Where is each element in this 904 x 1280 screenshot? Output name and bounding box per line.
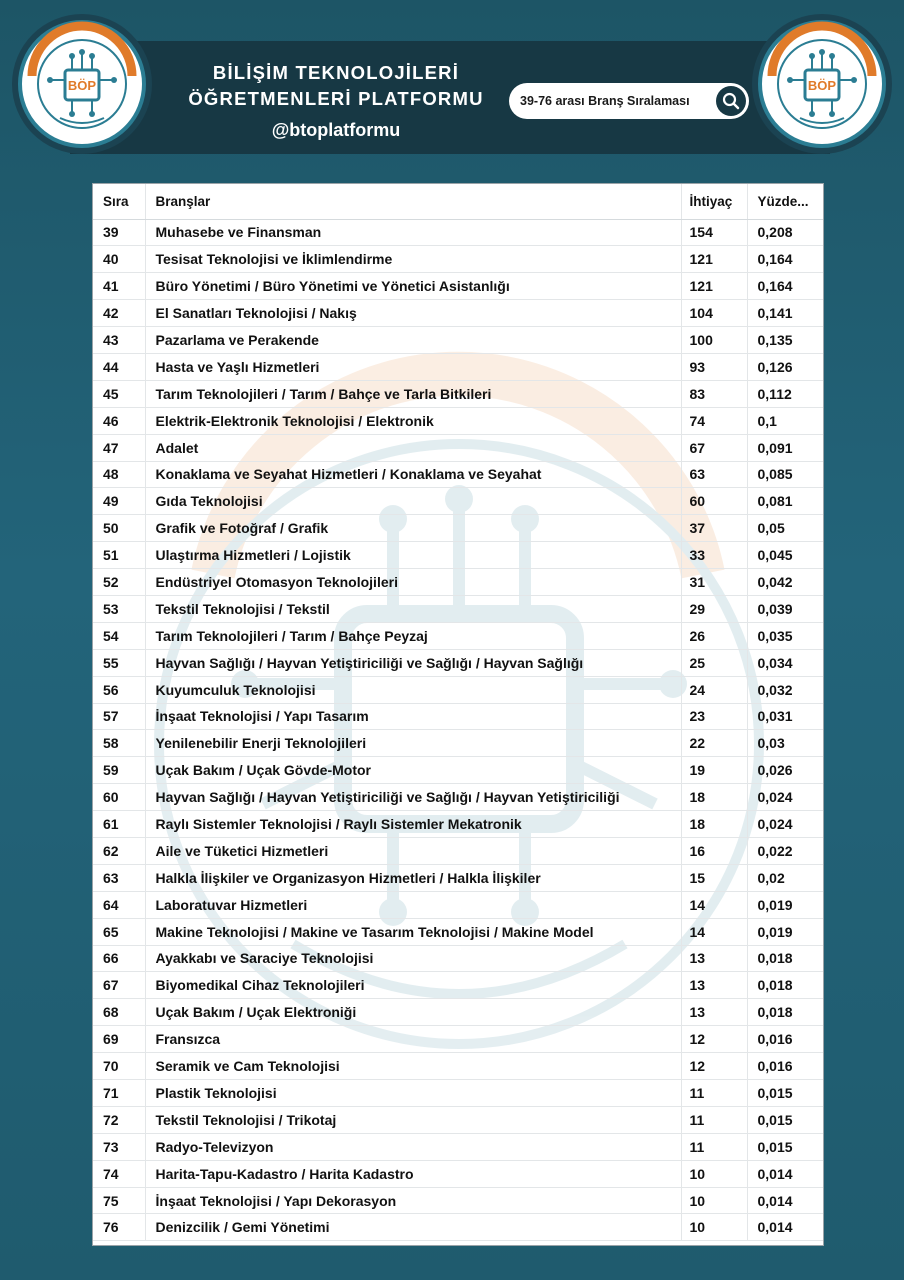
cell-yuzde: 0,014 bbox=[747, 1214, 823, 1241]
cell-sira: 63 bbox=[93, 864, 145, 891]
cell-sira: 44 bbox=[93, 353, 145, 380]
table-row bbox=[93, 918, 823, 945]
cell-ihtiyac: 18 bbox=[681, 811, 747, 838]
table-row bbox=[93, 945, 823, 972]
cell-sira: 52 bbox=[93, 569, 145, 596]
cell-yuzde: 0,208 bbox=[747, 219, 823, 246]
cell-brans: Laboratuvar Hizmetleri bbox=[145, 891, 681, 918]
table-row bbox=[93, 407, 823, 434]
cell-yuzde: 0,03 bbox=[747, 730, 823, 757]
cell-brans: Tarım Teknolojileri / Tarım / Bahçe ve Tarla Bitkileri bbox=[145, 380, 681, 407]
cell-yuzde: 0,02 bbox=[747, 864, 823, 891]
cell-yuzde: 0,016 bbox=[747, 1053, 823, 1080]
cell-ihtiyac: 23 bbox=[681, 703, 747, 730]
cell-yuzde: 0,045 bbox=[747, 542, 823, 569]
cell-yuzde: 0,135 bbox=[747, 327, 823, 354]
cell-ihtiyac: 93 bbox=[681, 353, 747, 380]
cell-sira: 45 bbox=[93, 380, 145, 407]
cell-yuzde: 0,05 bbox=[747, 515, 823, 542]
cell-sira: 61 bbox=[93, 811, 145, 838]
cell-brans: Pazarlama ve Perakende bbox=[145, 327, 681, 354]
table-row bbox=[93, 1026, 823, 1053]
table-row bbox=[93, 1133, 823, 1160]
ranking-table-container bbox=[92, 183, 824, 1246]
cell-ihtiyac: 33 bbox=[681, 542, 747, 569]
cell-ihtiyac: 63 bbox=[681, 461, 747, 488]
table-row bbox=[93, 1187, 823, 1214]
cell-ihtiyac: 25 bbox=[681, 649, 747, 676]
cell-brans: Gıda Teknolojisi bbox=[145, 488, 681, 515]
table-row bbox=[93, 703, 823, 730]
cell-ihtiyac: 83 bbox=[681, 380, 747, 407]
cell-ihtiyac: 11 bbox=[681, 1106, 747, 1133]
table-header-row bbox=[93, 184, 823, 219]
platform-title-line1: BİLİŞİM TEKNOLOJİLERİ bbox=[212, 62, 460, 83]
cell-yuzde: 0,085 bbox=[747, 461, 823, 488]
cell-ihtiyac: 13 bbox=[681, 945, 747, 972]
cell-sira: 55 bbox=[93, 649, 145, 676]
social-handle: @btoplatformu bbox=[271, 120, 401, 140]
cell-sira: 50 bbox=[93, 515, 145, 542]
cell-brans: Hayvan Sağlığı / Hayvan Yetiştiriciliği ve Sağlığı / Hayvan Sağlığı bbox=[145, 649, 681, 676]
cell-ihtiyac: 11 bbox=[681, 1080, 747, 1107]
table-row bbox=[93, 380, 823, 407]
cell-yuzde: 0,081 bbox=[747, 488, 823, 515]
cell-brans: Kuyumculuk Teknolojisi bbox=[145, 676, 681, 703]
cell-brans: Fransızca bbox=[145, 1026, 681, 1053]
table-row bbox=[93, 569, 823, 596]
table-row bbox=[93, 864, 823, 891]
cell-ihtiyac: 12 bbox=[681, 1053, 747, 1080]
cell-sira: 57 bbox=[93, 703, 145, 730]
cell-brans: Makine Teknolojisi / Makine ve Tasarım Teknolojisi / Makine Model bbox=[145, 918, 681, 945]
cell-brans: Tesisat Teknolojisi ve İklimlendirme bbox=[145, 246, 681, 273]
cell-ihtiyac: 10 bbox=[681, 1187, 747, 1214]
cell-yuzde: 0,019 bbox=[747, 891, 823, 918]
column-header-yuzde[interactable]: Yüzde... bbox=[747, 184, 823, 219]
cell-yuzde: 0,026 bbox=[747, 757, 823, 784]
table-row bbox=[93, 353, 823, 380]
cell-ihtiyac: 121 bbox=[681, 273, 747, 300]
cell-ihtiyac: 10 bbox=[681, 1160, 747, 1187]
cell-ihtiyac: 60 bbox=[681, 488, 747, 515]
logo-emblem-icon bbox=[12, 14, 152, 154]
cell-brans: Ulaştırma Hizmetleri / Lojistik bbox=[145, 542, 681, 569]
cell-brans: Aile ve Tüketici Hizmetleri bbox=[145, 837, 681, 864]
cell-ihtiyac: 74 bbox=[681, 407, 747, 434]
cell-brans: Radyo-Televizyon bbox=[145, 1133, 681, 1160]
cell-brans: İnşaat Teknolojisi / Yapı Tasarım bbox=[145, 703, 681, 730]
cell-ihtiyac: 10 bbox=[681, 1214, 747, 1241]
table-row bbox=[93, 1080, 823, 1107]
cell-brans: Uçak Bakım / Uçak Gövde-Motor bbox=[145, 757, 681, 784]
cell-brans: Hasta ve Yaşlı Hizmetleri bbox=[145, 353, 681, 380]
cell-ihtiyac: 31 bbox=[681, 569, 747, 596]
cell-sira: 59 bbox=[93, 757, 145, 784]
cell-sira: 75 bbox=[93, 1187, 145, 1214]
table-row bbox=[93, 1053, 823, 1080]
cell-brans: Hayvan Sağlığı / Hayvan Yetiştiriciliği ve Sağlığı / Hayvan Yetiştiriciliği bbox=[145, 784, 681, 811]
cell-sira: 64 bbox=[93, 891, 145, 918]
cell-brans: Grafik ve Fotoğraf / Grafik bbox=[145, 515, 681, 542]
cell-ihtiyac: 18 bbox=[681, 784, 747, 811]
cell-brans: Tekstil Teknolojisi / Trikotaj bbox=[145, 1106, 681, 1133]
cell-sira: 53 bbox=[93, 595, 145, 622]
table-row bbox=[93, 1106, 823, 1133]
cell-brans: Tarım Teknolojileri / Tarım / Bahçe Peyzaj bbox=[145, 622, 681, 649]
cell-brans: Seramik ve Cam Teknolojisi bbox=[145, 1053, 681, 1080]
cell-brans: El Sanatları Teknolojisi / Nakış bbox=[145, 300, 681, 327]
cell-brans: Biyomedikal Cihaz Teknolojileri bbox=[145, 972, 681, 999]
cell-brans: Halkla İlişkiler ve Organizasyon Hizmetleri / Halkla İlişkiler bbox=[145, 864, 681, 891]
table-row bbox=[93, 595, 823, 622]
cell-yuzde: 0,018 bbox=[747, 945, 823, 972]
cell-sira: 42 bbox=[93, 300, 145, 327]
cell-sira: 41 bbox=[93, 273, 145, 300]
cell-yuzde: 0,015 bbox=[747, 1106, 823, 1133]
table-row bbox=[93, 891, 823, 918]
table-row bbox=[93, 542, 823, 569]
cell-yuzde: 0,019 bbox=[747, 918, 823, 945]
cell-sira: 71 bbox=[93, 1080, 145, 1107]
table-row bbox=[93, 246, 823, 273]
svg-text:BÖP: BÖP bbox=[807, 78, 837, 93]
cell-sira: 74 bbox=[93, 1160, 145, 1187]
cell-brans: Uçak Bakım / Uçak Elektroniği bbox=[145, 999, 681, 1026]
cell-yuzde: 0,034 bbox=[747, 649, 823, 676]
cell-sira: 62 bbox=[93, 837, 145, 864]
cell-sira: 72 bbox=[93, 1106, 145, 1133]
cell-ihtiyac: 13 bbox=[681, 999, 747, 1026]
table-row bbox=[93, 784, 823, 811]
cell-sira: 66 bbox=[93, 945, 145, 972]
cell-yuzde: 0,039 bbox=[747, 595, 823, 622]
table-row bbox=[93, 273, 823, 300]
cell-yuzde: 0,091 bbox=[747, 434, 823, 461]
table-row bbox=[93, 1214, 823, 1241]
table-row bbox=[93, 649, 823, 676]
cell-ihtiyac: 14 bbox=[681, 891, 747, 918]
cell-ihtiyac: 24 bbox=[681, 676, 747, 703]
cell-sira: 39 bbox=[93, 219, 145, 246]
cell-brans: İnşaat Teknolojisi / Yapı Dekorasyon bbox=[145, 1187, 681, 1214]
cell-sira: 43 bbox=[93, 327, 145, 354]
table-row bbox=[93, 730, 823, 757]
platform-logo-left bbox=[12, 14, 152, 154]
logo-emblem-icon bbox=[752, 14, 892, 154]
cell-ihtiyac: 13 bbox=[681, 972, 747, 999]
cell-brans: Elektrik-Elektronik Teknolojisi / Elektronik bbox=[145, 407, 681, 434]
cell-ihtiyac: 16 bbox=[681, 837, 747, 864]
cell-yuzde: 0,014 bbox=[747, 1160, 823, 1187]
cell-yuzde: 0,032 bbox=[747, 676, 823, 703]
cell-ihtiyac: 26 bbox=[681, 622, 747, 649]
cell-yuzde: 0,015 bbox=[747, 1080, 823, 1107]
cell-yuzde: 0,018 bbox=[747, 999, 823, 1026]
cell-yuzde: 0,126 bbox=[747, 353, 823, 380]
platform-title bbox=[168, 60, 504, 112]
cell-yuzde: 0,031 bbox=[747, 703, 823, 730]
cell-ihtiyac: 29 bbox=[681, 595, 747, 622]
cell-ihtiyac: 154 bbox=[681, 219, 747, 246]
cell-yuzde: 0,1 bbox=[747, 407, 823, 434]
cell-brans: Harita-Tapu-Kadastro / Harita Kadastro bbox=[145, 1160, 681, 1187]
cell-ihtiyac: 15 bbox=[681, 864, 747, 891]
table-row bbox=[93, 434, 823, 461]
cell-sira: 47 bbox=[93, 434, 145, 461]
platform-logo-right bbox=[752, 14, 892, 154]
cell-ihtiyac: 19 bbox=[681, 757, 747, 784]
cell-yuzde: 0,018 bbox=[747, 972, 823, 999]
cell-ihtiyac: 11 bbox=[681, 1133, 747, 1160]
cell-sira: 54 bbox=[93, 622, 145, 649]
table-row bbox=[93, 1160, 823, 1187]
cell-brans: Adalet bbox=[145, 434, 681, 461]
cell-ihtiyac: 121 bbox=[681, 246, 747, 273]
cell-ihtiyac: 12 bbox=[681, 1026, 747, 1053]
table-row bbox=[93, 515, 823, 542]
cell-brans: Ayakkabı ve Saraciye Teknolojisi bbox=[145, 945, 681, 972]
search-button[interactable] bbox=[716, 86, 746, 116]
search-icon bbox=[722, 92, 740, 110]
table-body bbox=[93, 219, 823, 1241]
cell-yuzde: 0,016 bbox=[747, 1026, 823, 1053]
ranking-table bbox=[93, 184, 823, 1241]
table-row bbox=[93, 999, 823, 1026]
column-header-ihtiyac[interactable]: İhtiyaç bbox=[681, 184, 747, 219]
cell-sira: 76 bbox=[93, 1214, 145, 1241]
cell-yuzde: 0,164 bbox=[747, 273, 823, 300]
cell-ihtiyac: 14 bbox=[681, 918, 747, 945]
cell-sira: 40 bbox=[93, 246, 145, 273]
ranking-search-bar[interactable] bbox=[509, 83, 749, 119]
cell-sira: 56 bbox=[93, 676, 145, 703]
cell-sira: 68 bbox=[93, 999, 145, 1026]
table-row bbox=[93, 622, 823, 649]
cell-yuzde: 0,042 bbox=[747, 569, 823, 596]
cell-ihtiyac: 100 bbox=[681, 327, 747, 354]
search-bar-text: 39-76 arası Branş Sıralaması bbox=[520, 94, 690, 108]
cell-yuzde: 0,015 bbox=[747, 1133, 823, 1160]
cell-ihtiyac: 67 bbox=[681, 434, 747, 461]
table-row bbox=[93, 811, 823, 838]
cell-brans: Plastik Teknolojisi bbox=[145, 1080, 681, 1107]
column-header-sira[interactable]: Sıra bbox=[93, 184, 145, 219]
cell-brans: Yenilenebilir Enerji Teknolojileri bbox=[145, 730, 681, 757]
cell-brans: Raylı Sistemler Teknolojisi / Raylı Sistemler Mekatronik bbox=[145, 811, 681, 838]
cell-sira: 70 bbox=[93, 1053, 145, 1080]
cell-yuzde: 0,035 bbox=[747, 622, 823, 649]
table-row bbox=[93, 757, 823, 784]
cell-sira: 69 bbox=[93, 1026, 145, 1053]
cell-sira: 46 bbox=[93, 407, 145, 434]
cell-ihtiyac: 22 bbox=[681, 730, 747, 757]
cell-brans: Endüstriyel Otomasyon Teknolojileri bbox=[145, 569, 681, 596]
table-row bbox=[93, 300, 823, 327]
table-row bbox=[93, 837, 823, 864]
table-row bbox=[93, 676, 823, 703]
cell-brans: Konaklama ve Seyahat Hizmetleri / Konaklama ve Seyahat bbox=[145, 461, 681, 488]
table-row bbox=[93, 327, 823, 354]
column-header-branslar[interactable]: Branşlar bbox=[145, 184, 681, 219]
cell-brans: Tekstil Teknolojisi / Tekstil bbox=[145, 595, 681, 622]
platform-title-line2: ÖĞRETMENLERİ PLATFORMU bbox=[188, 88, 484, 109]
cell-brans: Denizcilik / Gemi Yönetimi bbox=[145, 1214, 681, 1241]
cell-yuzde: 0,112 bbox=[747, 380, 823, 407]
cell-ihtiyac: 37 bbox=[681, 515, 747, 542]
cell-sira: 73 bbox=[93, 1133, 145, 1160]
table-row bbox=[93, 972, 823, 999]
cell-yuzde: 0,022 bbox=[747, 837, 823, 864]
cell-sira: 65 bbox=[93, 918, 145, 945]
cell-yuzde: 0,141 bbox=[747, 300, 823, 327]
cell-sira: 48 bbox=[93, 461, 145, 488]
cell-sira: 51 bbox=[93, 542, 145, 569]
cell-ihtiyac: 104 bbox=[681, 300, 747, 327]
table-row bbox=[93, 488, 823, 515]
svg-text:BÖP: BÖP bbox=[67, 78, 97, 93]
cell-yuzde: 0,024 bbox=[747, 811, 823, 838]
cell-brans: Büro Yönetimi / Büro Yönetimi ve Yönetici Asistanlığı bbox=[145, 273, 681, 300]
table-row bbox=[93, 461, 823, 488]
cell-sira: 67 bbox=[93, 972, 145, 999]
cell-sira: 60 bbox=[93, 784, 145, 811]
table-row bbox=[93, 219, 823, 246]
cell-sira: 49 bbox=[93, 488, 145, 515]
cell-yuzde: 0,024 bbox=[747, 784, 823, 811]
cell-sira: 58 bbox=[93, 730, 145, 757]
cell-yuzde: 0,014 bbox=[747, 1187, 823, 1214]
cell-brans: Muhasebe ve Finansman bbox=[145, 219, 681, 246]
cell-yuzde: 0,164 bbox=[747, 246, 823, 273]
